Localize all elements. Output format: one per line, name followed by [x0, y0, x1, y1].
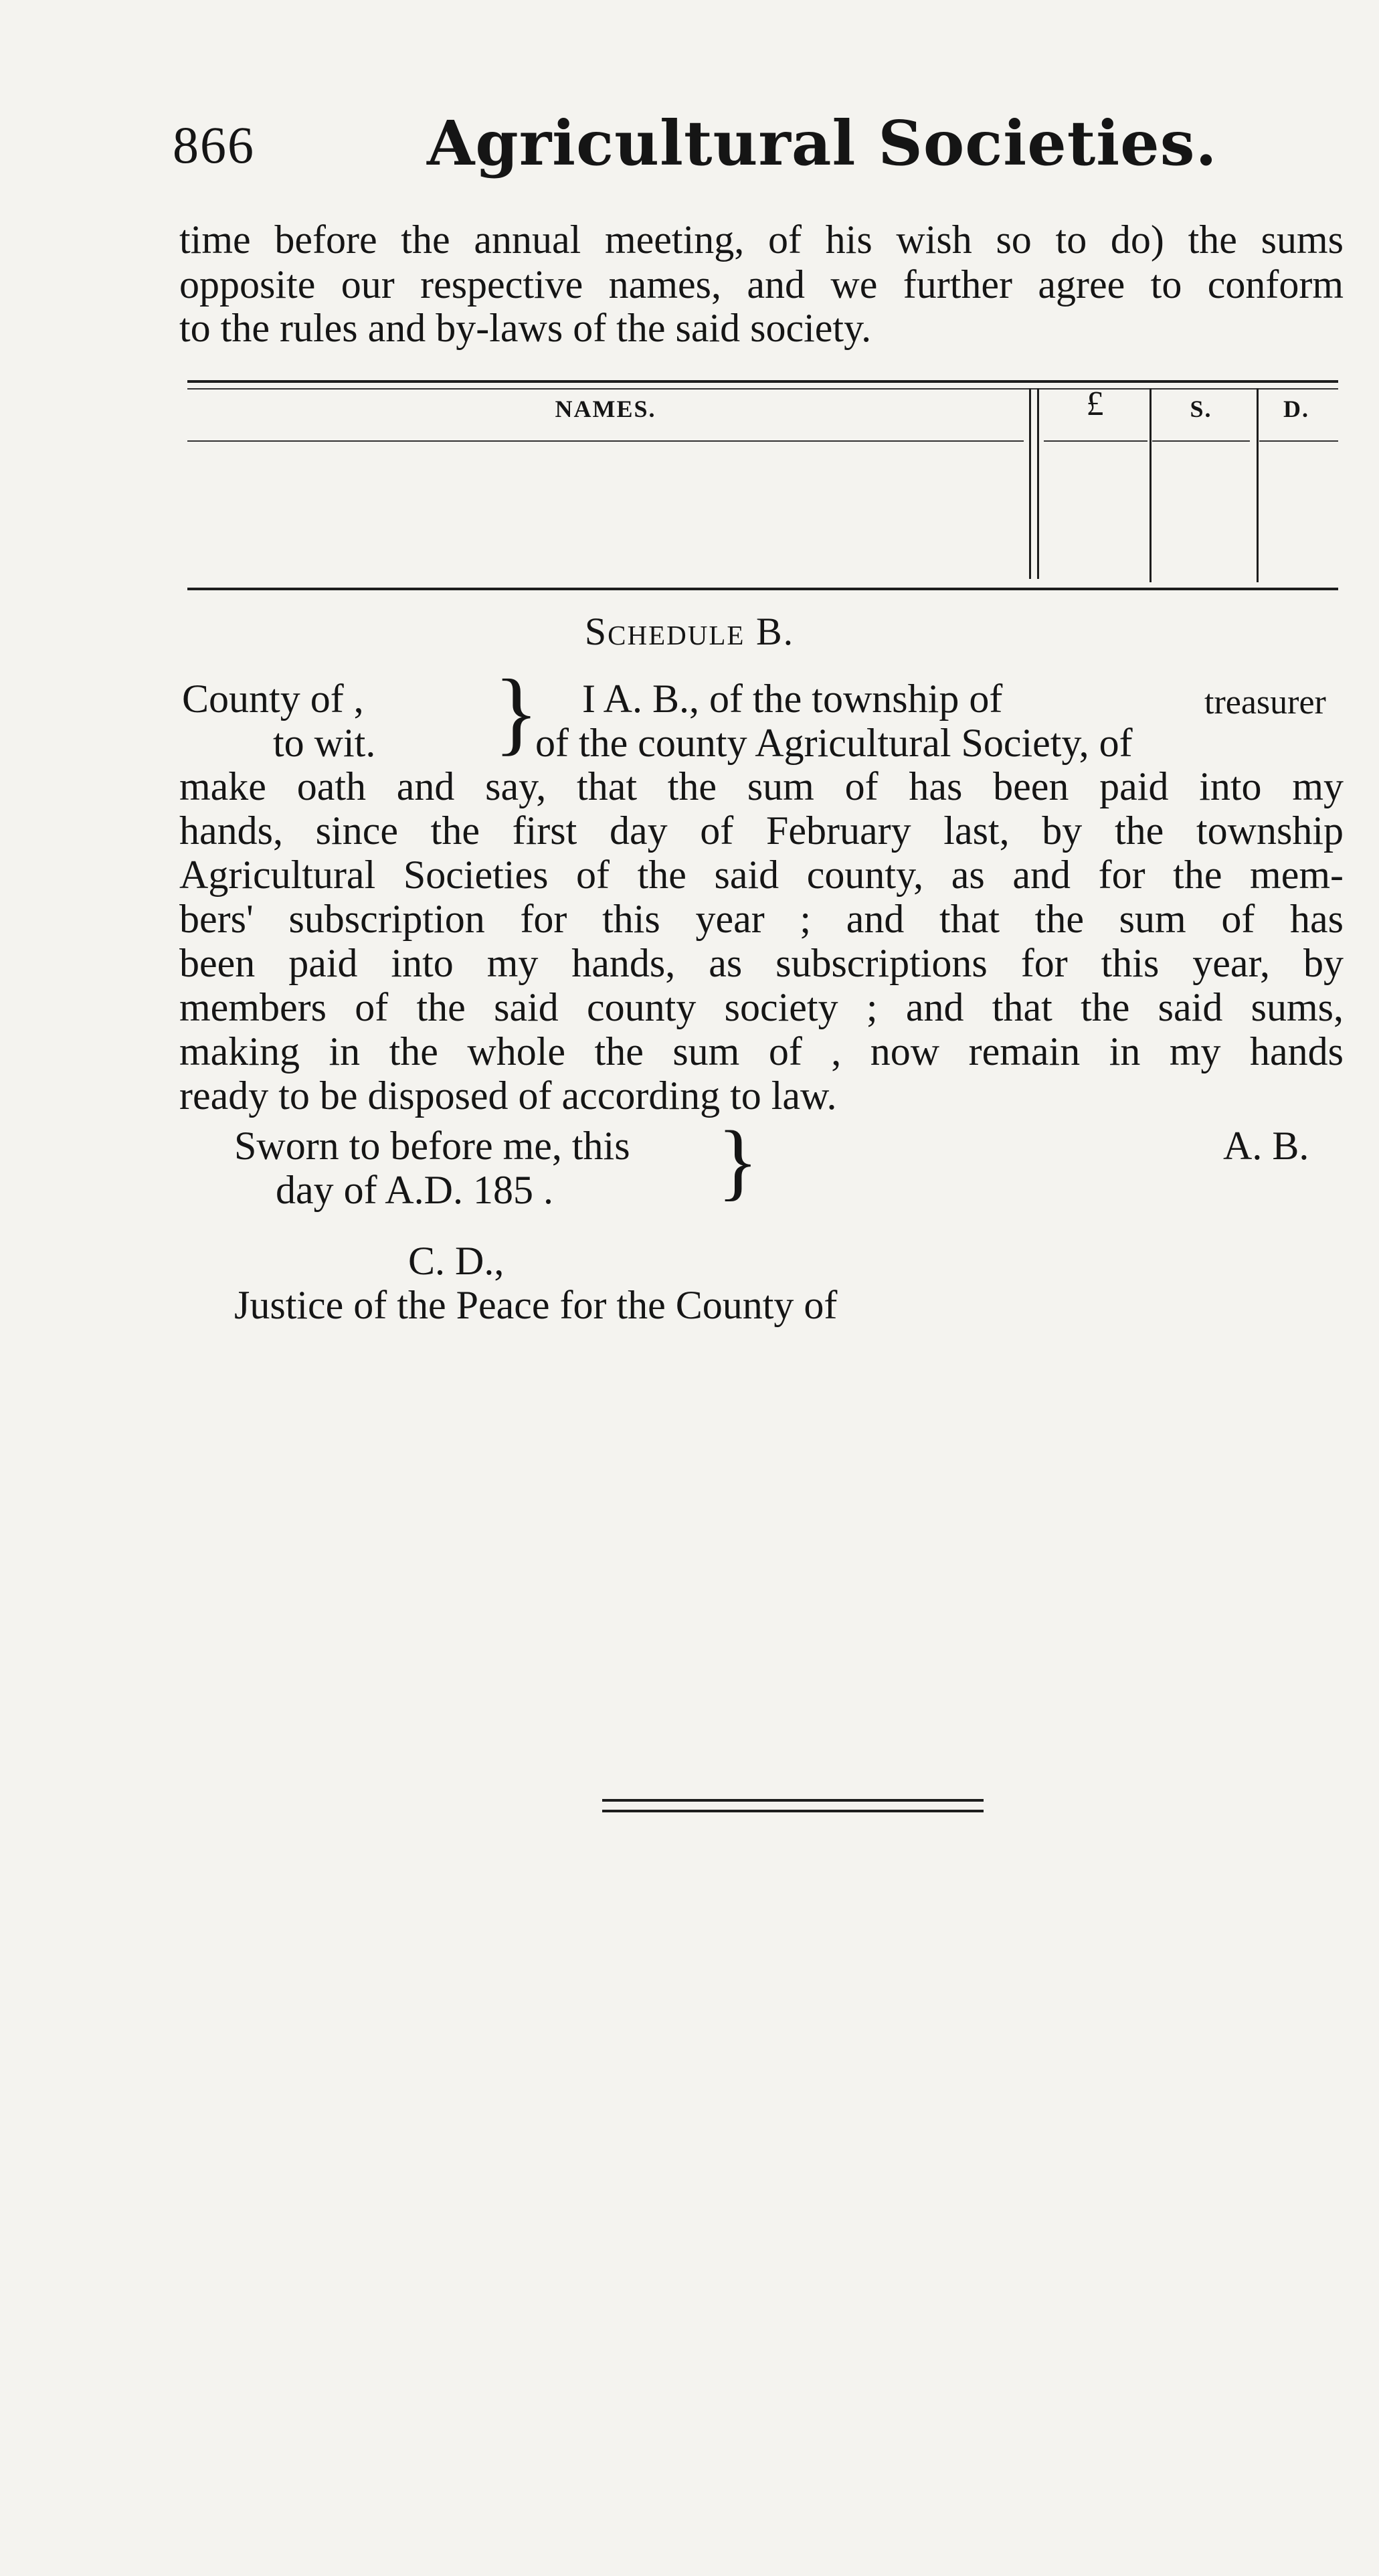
signature-ab: A. B.: [1223, 1124, 1309, 1168]
subscription-table: [187, 375, 1338, 596]
oath-body-line: been paid into my hands, as subscriptions for this year, by: [179, 941, 1344, 985]
table-column-divider: [1029, 388, 1031, 579]
oath-body-line: hands, since the first day of February last, by the township: [179, 808, 1344, 853]
venue-to-wit: to wit.: [273, 721, 376, 765]
page-number: 866: [173, 116, 255, 174]
table-header-rule: [187, 440, 1024, 442]
intro-line: opposite our respective names, and we further agree to conform: [179, 262, 1344, 307]
oath-body-line: make oath and say, that the sum of has been paid into my: [179, 764, 1344, 808]
oath-society: of the county Agricultural Society, of: [535, 721, 1133, 765]
oath-body-line: Agricultural Societies of the said county, as and for the mem-: [179, 853, 1344, 897]
table-column-divider: [1037, 388, 1039, 579]
running-title: Agricultural Societies.: [427, 107, 1218, 179]
oath-treasurer: treasurer: [1204, 683, 1326, 721]
schedule-title: [0, 609, 1379, 654]
oath-body-line: making in the whole the sum of , now remain in my hands: [179, 1029, 1344, 1074]
table-header-rule: [1152, 440, 1250, 442]
column-header-pence: D.: [1283, 396, 1309, 422]
justice-of-peace-line: Justice of the Peace for the County of: [234, 1283, 838, 1327]
jurat-date: day of A.D. 185 .: [276, 1168, 553, 1212]
venue-county: County of ,: [182, 677, 364, 721]
oath-opening: I A. B., of the township of: [582, 677, 1003, 721]
schedule-title-letter: B.: [755, 610, 795, 653]
column-header-pounds: £: [1086, 385, 1105, 423]
end-rule: [602, 1810, 984, 1812]
end-rule: [602, 1799, 984, 1802]
oath-body-line: bers' subscription for this year ; and that the sum of has: [179, 897, 1344, 941]
intro-line: time before the annual meeting, of his wish so to do) the sums: [179, 218, 1344, 262]
intro-line: to the rules and by-laws of the said society.: [179, 306, 872, 350]
jurat-brace: }: [717, 1114, 759, 1209]
oath-body-line: members of the said county society ; and that the said sums,: [179, 985, 1344, 1029]
schedule-title-word: Schedule: [584, 610, 745, 653]
table-bottom-rule: [187, 588, 1338, 590]
jurat-sworn: Sworn to before me, this: [234, 1124, 630, 1168]
table-top-rule-thin: [187, 388, 1338, 390]
venue-brace: }: [494, 661, 539, 764]
table-header-rule: [1259, 440, 1338, 442]
oath-body-line: ready to be disposed of according to law.: [179, 1074, 837, 1118]
table-top-rule: [187, 380, 1338, 383]
signature-cd: C. D.,: [408, 1239, 504, 1283]
column-header-shillings: S.: [1190, 396, 1212, 422]
column-header-names: NAMES.: [555, 396, 656, 422]
table-header-rule: [1044, 440, 1147, 442]
